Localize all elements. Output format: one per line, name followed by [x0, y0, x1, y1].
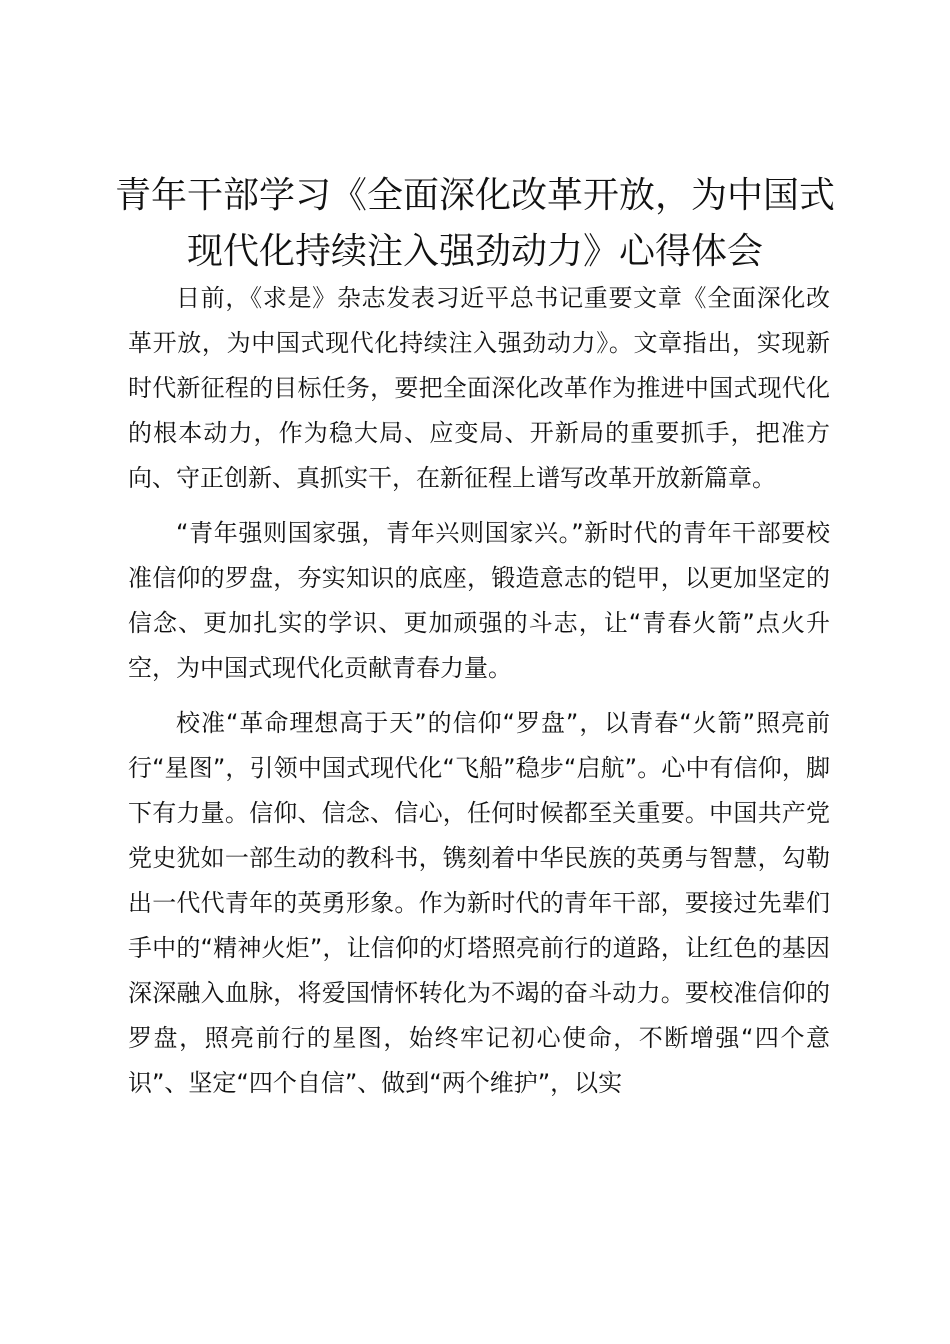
document-body	[128, 276, 830, 1116]
paragraph-1: 日前，《求是》杂志发表习近平总书记重要文章《全面深化改革开放，为中国式现代化持续注入强劲动力》。文章指出，实现新时代新征程的目标任务，要把全面深化改革作为推进中国式现代化的根本动力，作为稳大局、应变局、开新局的重要抓手，把准方向、守正创新、真抓实干，在新征程上谱写改革开放新篇章。	[128, 284, 830, 492]
paragraph-2: “青年强则国家强，青年兴则国家兴。”新时代的青年干部要校准信仰的罗盘，夯实知识的底座，锻造意志的铠甲，以更加坚定的信念、更加扎实的学识、更加顽强的斗志，让“青春火箭”点火升空，为中国式现代化贡献青春力量。	[128, 519, 830, 682]
title-line-2: 现代化持续注入强劲动力》心得体会	[186, 231, 763, 272]
document-title	[95, 168, 855, 280]
paragraph-3: 校准“革命理想高于天”的信仰“罗盘”，以青春“火箭”照亮前行“星图”，引领中国式现代化“飞船”稳步“启航”。心中有信仰，脚下有力量。信仰、信念、信心，任何时候都至关重要。中国共产党党史犹如一部生动的教科书，镌刻着中华民族的英勇与智慧，勾勒出一代代青年的英勇形象。作为新时代的青年干部，要接过先辈们手中的“精神火炬”，让信仰的灯塔照亮前行的道路，让红色的基因深深融入血脉，将爱国情怀转化为不竭的奋斗动力。要校准信仰的罗盘，照亮前行的星图，始终牢记初心使命，不断增强“四个意识”、坚定“四个自信”、做到“两个维护”，以实	[128, 709, 830, 1097]
title-line-1: 青年干部学习《全面深化改革开放，为中国式	[114, 175, 835, 216]
